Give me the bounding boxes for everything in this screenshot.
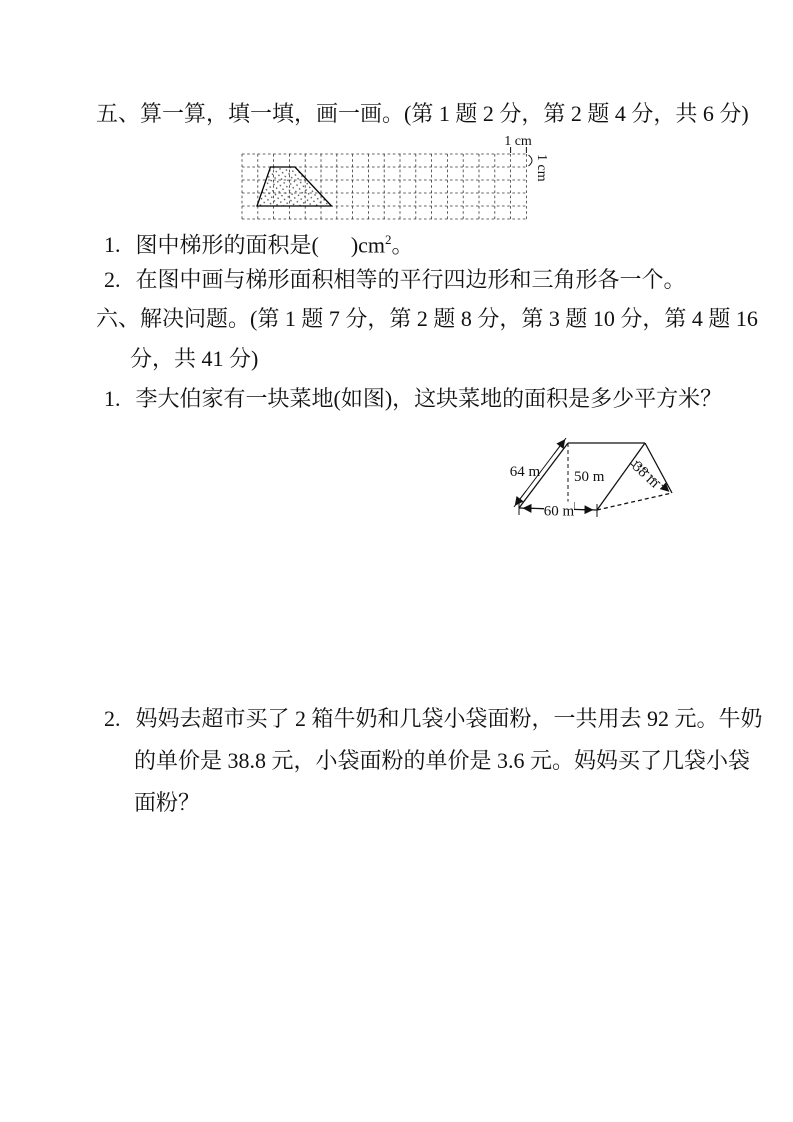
- field-dashed-edge: [597, 493, 672, 510]
- side-arrow-down: [515, 491, 526, 506]
- trapezoid-shape: [257, 167, 332, 206]
- section5-item2: [104, 266, 686, 293]
- problem2-line3: 面粉？: [134, 790, 201, 815]
- side-label: 64 m: [509, 464, 541, 480]
- section5-item1: [104, 226, 414, 258]
- section6-problem1: [104, 385, 722, 412]
- base-label: 60 m: [543, 503, 575, 520]
- item1-text: 图中梯形的面积是(: [135, 232, 319, 258]
- item1-unit: )cm: [350, 232, 386, 258]
- problem2-line2: 的单价是 38.8 元，小袋面粉的单价是 3.6 元。妈妈买了几袋小袋: [134, 748, 751, 773]
- grid-cell-width-label: 1 cm: [504, 134, 532, 149]
- base-arrow-left: [523, 508, 545, 509]
- grid-figure: [240, 134, 554, 230]
- item1-end: 。: [391, 232, 414, 258]
- section6-heading-line1: 六、解决问题。(第 1 题 7 分，第 2 题 8 分，第 3 题 10 分，第 4 题 16: [96, 306, 758, 331]
- triangle-height-label: 38 m: [629, 458, 663, 492]
- height-label: 50 m: [574, 469, 605, 485]
- field-figure: [500, 430, 700, 538]
- problem2-text1: 妈妈去超市买了 2 箱牛奶和几袋小袋面粉，一共用去 92 元。牛奶: [135, 706, 763, 731]
- grid-cell-height-label: 1 cm: [534, 154, 549, 182]
- problem1-text: 李大伯家有一块菜地(如图)，这块菜地的面积是多少平方米？: [135, 386, 723, 411]
- section6-heading-line2: 分，共 41 分): [130, 346, 259, 371]
- item-number: 2.: [104, 706, 121, 731]
- side-arrow-up: [554, 440, 565, 455]
- item-number: 1.: [104, 232, 121, 258]
- item-number: 2.: [104, 267, 121, 292]
- problem2-line1: [104, 698, 763, 740]
- section5-heading: 五、算一算，填一填，画一画。(第 1 题 2 分，第 2 题 4 分，共 6 分): [96, 101, 749, 126]
- base-arrow-right: [572, 509, 593, 510]
- section6-problem2: [104, 698, 763, 824]
- cell-height-brace: [529, 155, 533, 166]
- item-number: 1.: [104, 386, 121, 411]
- item2-text: 在图中画与梯形面积相等的平行四边形和三角形各一个。: [135, 267, 686, 292]
- item1-sup: 2: [385, 232, 392, 247]
